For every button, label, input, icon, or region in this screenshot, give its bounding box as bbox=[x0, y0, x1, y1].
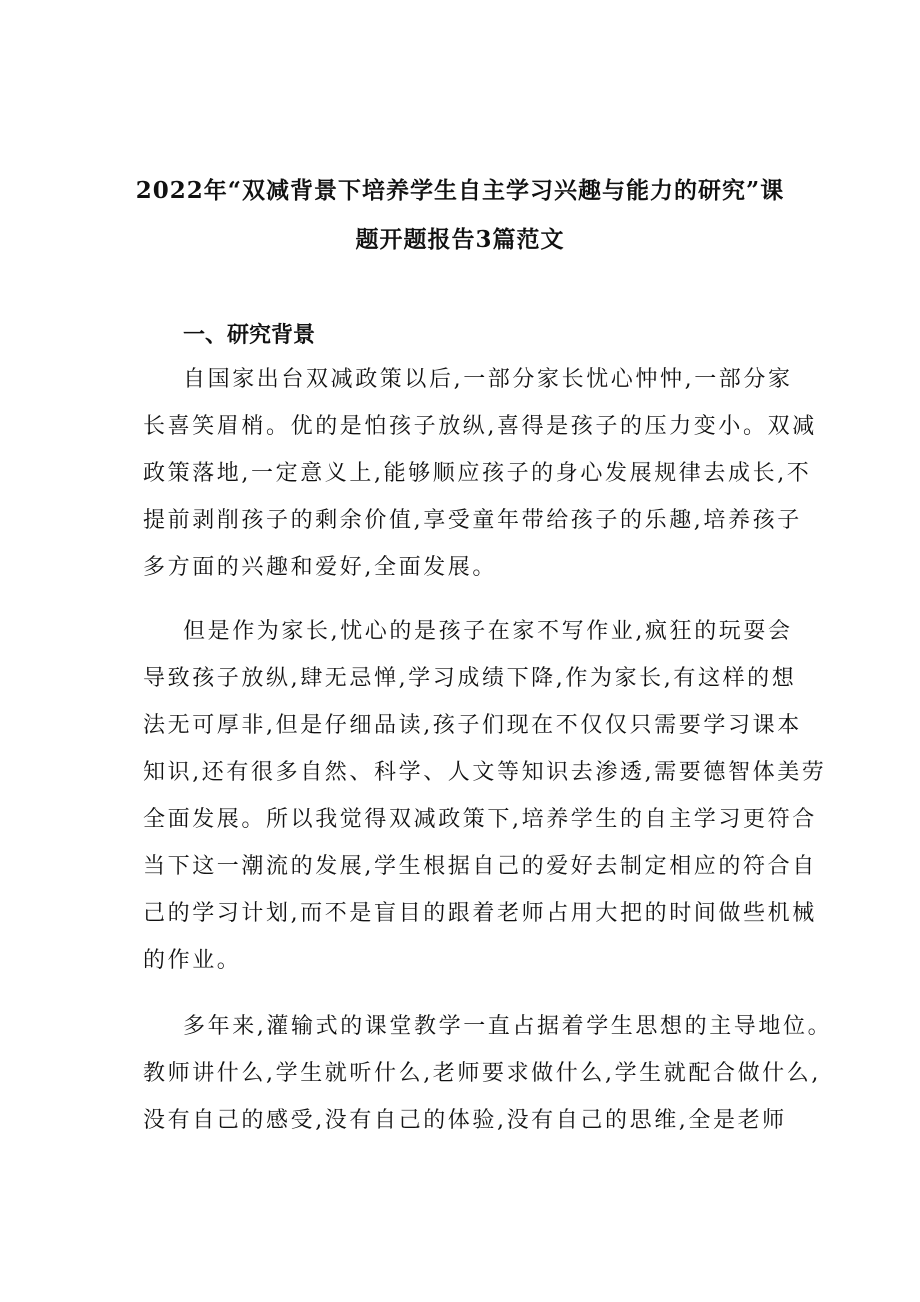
paragraph-2-line-3: 法无可厚非,但是仔细品读,孩子们现在不仅仅只需要学习课本 bbox=[143, 713, 802, 738]
paragraph-1-line-5: 多方面的兴趣和爱好,全面发展。 bbox=[143, 555, 497, 580]
document-title-line-2: 题开题报告3篇范文 bbox=[355, 226, 565, 253]
paragraph-2-line-4: 知识,还有很多自然、科学、人文等知识去渗透,需要德智体美劳 bbox=[143, 760, 827, 785]
paragraph-1-line-1: 自国家出台双减政策以后,一部分家长忧心忡忡,一部分家 bbox=[183, 367, 793, 392]
paragraph-3-line-1: 多年来,灌输式的课堂教学一直占据着学生思想的主导地位。 bbox=[183, 1014, 833, 1039]
paragraph-2-line-5: 全面发展。所以我觉得双减政策下,培养学生的自主学习更符合 bbox=[143, 807, 817, 832]
paragraph-3-line-2: 教师讲什么,学生就听什么,老师要求做什么,学生就配合做什么, bbox=[143, 1061, 821, 1086]
paragraph-1-line-3: 政策落地,一定意义上,能够顺应孩子的身心发展规律去成长,不 bbox=[143, 461, 812, 486]
paragraph-2-line-1: 但是作为家长,忧心的是孩子在家不写作业,疯狂的玩耍会 bbox=[183, 619, 793, 644]
paragraph-2-line-6: 当下这一潮流的发展,学生根据自己的爱好去制定相应的符合自 bbox=[143, 854, 817, 879]
paragraph-1-line-4: 提前剥削孩子的剩余价值,享受童年带给孩子的乐趣,培养孩子 bbox=[143, 508, 802, 533]
section-heading: 一、研究背景 bbox=[183, 322, 316, 348]
paragraph-2-line-8: 的作业。 bbox=[143, 948, 242, 973]
document-title-line-1: 2022年“双减背景下培养学生自主学习兴趣与能力的研究”课 bbox=[135, 177, 785, 204]
paragraph-2-line-2: 导致孩子放纵,肆无忌惮,学习成绩下降,作为家长,有这样的想 bbox=[143, 666, 797, 691]
paragraph-2-line-7: 己的学习计划,而不是盲目的跟着老师占用大把的时间做些机械 bbox=[143, 901, 817, 926]
paragraph-3-line-3: 没有自己的感受,没有自己的体验,没有自己的思维,全是老师 bbox=[143, 1108, 787, 1133]
paragraph-1-line-2: 长喜笑眉梢。优的是怕孩子放纵,喜得是孩子的压力变小。双减 bbox=[143, 414, 817, 439]
